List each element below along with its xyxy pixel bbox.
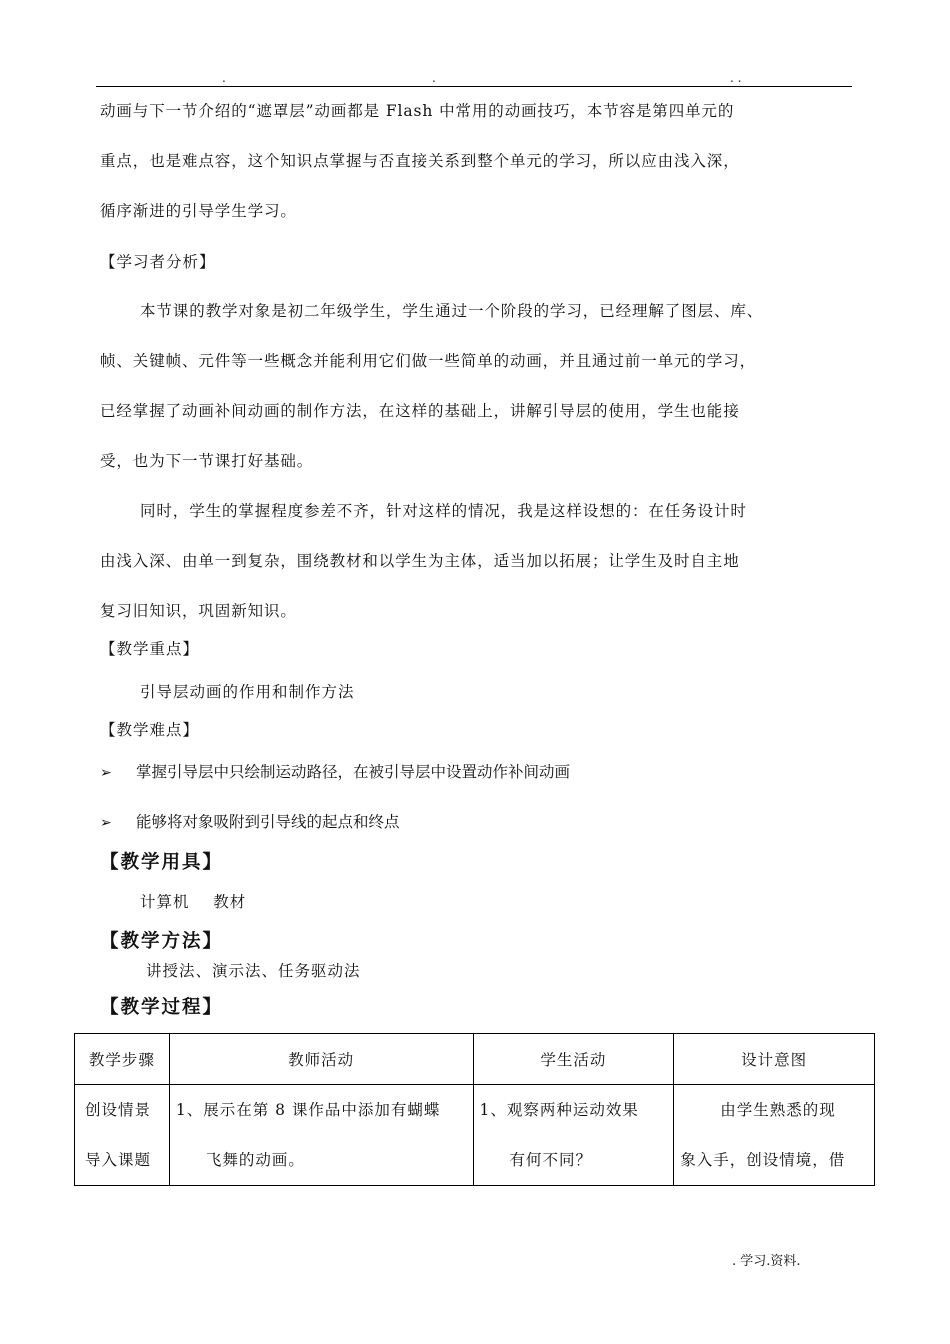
header-dot: . . <box>730 71 742 85</box>
cell-intent <box>674 1085 875 1186</box>
arrow-bullet-icon: ➢ <box>100 765 112 781</box>
cell-line: 有何不同？ <box>509 1151 593 1169</box>
text-line: 受，也为下一节课打好基础。 <box>100 452 314 470</box>
tools-text: 计算机 教材 <box>140 893 247 911</box>
difficulty-heading: 【教学难点】 <box>100 721 200 739</box>
page-header <box>0 72 950 84</box>
text-line: 动画与下一节介绍的“遮罩层”动画都是 Flash 中常用的动画技巧，本节容是第四单元的 <box>100 102 735 120</box>
table-header-row <box>75 1034 875 1085</box>
difficulty-item <box>100 760 570 782</box>
text-line: 重点，也是难点容，这个知识点掌握与否直接关系到整个单元的学习，所以应由浅入深， <box>100 152 740 170</box>
column-header-teacher: 教师活动 <box>169 1034 473 1085</box>
key-point-heading: 【教学重点】 <box>100 640 200 658</box>
text-line: 已经掌握了动画补间动画的制作方法，在这样的基础上，讲解引导层的使用，学生也能接 <box>100 402 740 420</box>
cell-line: 创设情景 <box>85 1101 152 1119</box>
intro-paragraph <box>100 86 852 236</box>
text-line: 本节课的教学对象是初二年级学生，学生通过一个阶段的学习，已经理解了图层、库、 <box>140 302 764 320</box>
column-header-student: 学生活动 <box>473 1034 674 1085</box>
text-line: 同时，学生的掌握程度参差不齐，针对这样的情况，我是这样设想的：在任务设计时 <box>140 502 747 520</box>
teaching-process-table <box>74 1033 875 1186</box>
process-heading: 【教学过程】 <box>100 997 224 1018</box>
cell-line: 1、展示在第 8 课作品中添加有蝴蝶 <box>175 1101 441 1119</box>
cell-step <box>75 1085 170 1186</box>
page-footer: . 学习.资料. <box>732 1254 801 1269</box>
cell-line: 由学生熟悉的现 <box>720 1101 836 1119</box>
cell-line: 飞舞的动画。 <box>205 1151 305 1169</box>
header-dot: . <box>222 71 226 85</box>
difficulty-item-text: 能够将对象吸附到引导线的起点和终点 <box>136 813 400 831</box>
text-line: 循序渐进的引导学生学习。 <box>100 202 297 220</box>
cell-teacher <box>169 1085 473 1186</box>
cell-line: 象入手，创设情境，借 <box>680 1151 846 1169</box>
cell-line: 导入课题 <box>85 1151 152 1169</box>
tools-heading: 【教学用具】 <box>100 852 224 873</box>
methods-text: 讲授法、演示法、任务驱动法 <box>146 962 361 980</box>
key-point-text: 引导层动画的作用和制作方法 <box>140 683 355 701</box>
arrow-bullet-icon: ➢ <box>100 815 112 831</box>
difficulty-item <box>100 810 400 832</box>
text-line: 帧、关键帧、元件等一些概念并能利用它们做一些简单的动画，并且通过前一单元的学习， <box>100 352 757 370</box>
text-line: 由浅入深、由单一到复杂，围绕教材和以学生为主体，适当加以拓展；让学生及时自主地 <box>100 552 740 570</box>
methods-heading: 【教学方法】 <box>100 931 224 952</box>
difficulty-item-text: 掌握引导层中只绘制运动路径，在被引导层中设置动作补间动画 <box>136 763 571 781</box>
learner-paragraph-2 <box>100 486 852 636</box>
learner-analysis-heading: 【学习者分析】 <box>100 253 216 271</box>
learner-paragraph-1 <box>100 286 852 486</box>
column-header-intent: 设计意图 <box>674 1034 875 1085</box>
text-line: 复习旧知识，巩固新知识。 <box>100 602 297 620</box>
column-header-step: 教学步骤 <box>75 1034 170 1085</box>
cell-line: 1、观察两种运动效果 <box>479 1101 639 1119</box>
table-row <box>75 1085 875 1186</box>
cell-student <box>473 1085 674 1186</box>
header-dot: . <box>432 71 436 85</box>
